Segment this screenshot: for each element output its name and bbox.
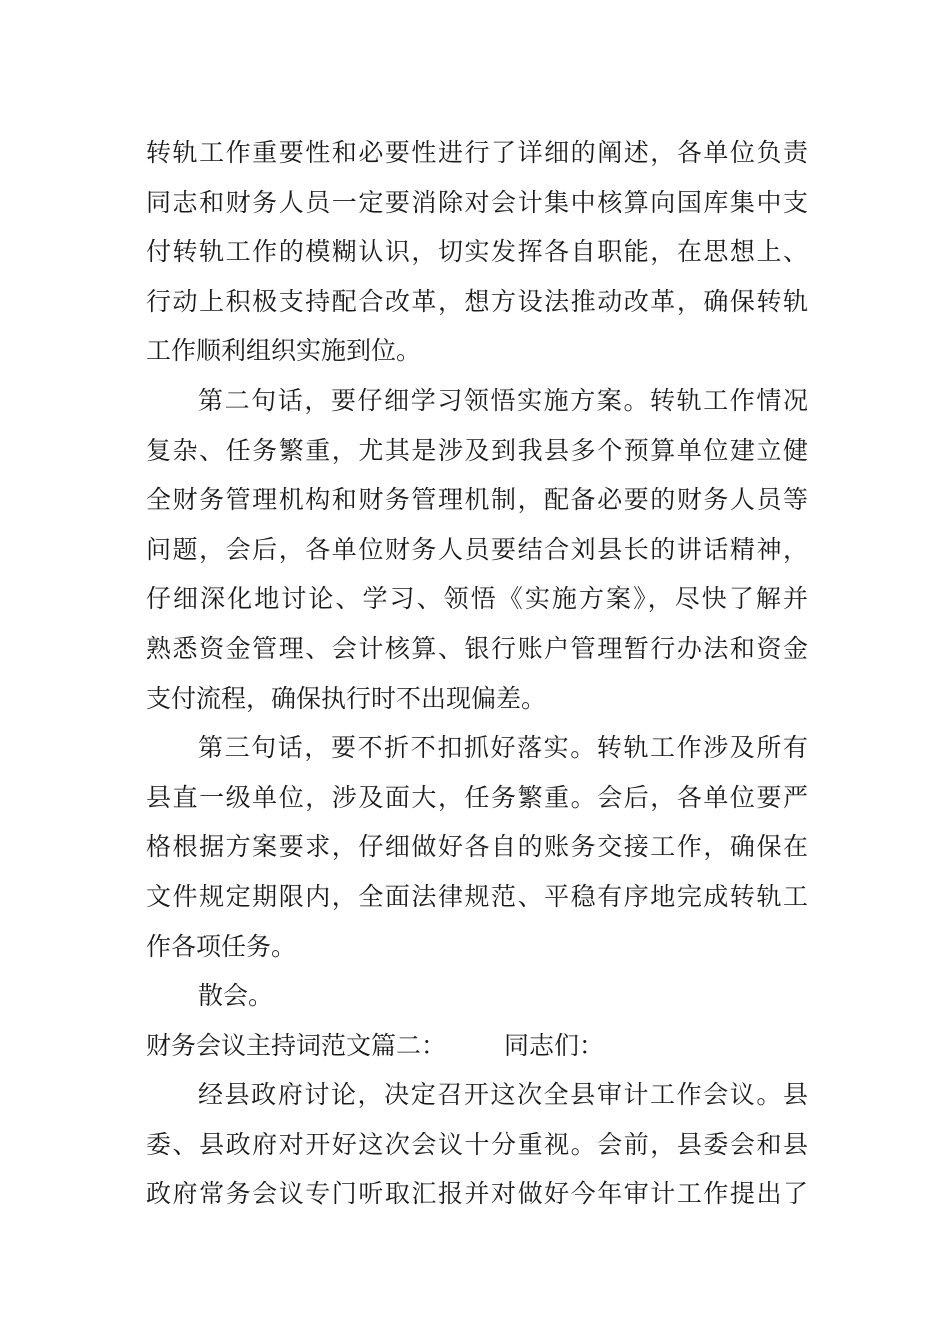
document-body bbox=[146, 128, 808, 1219]
text-line: 问题，会后，各单位财务人员要结合刘县长的讲话精神， bbox=[146, 534, 808, 564]
text-line: 行动上积极支持配合改革，想方设法推动改革，确保转轨 bbox=[146, 286, 808, 316]
text-line: 同志和财务人员一定要消除对会计集中核算向国库集中支 bbox=[146, 187, 808, 217]
text-line: 工作顺利组织实施到位。 bbox=[146, 336, 422, 366]
text-line: 全财务管理机构和财务管理机制，配备必要的财务人员等 bbox=[146, 485, 808, 515]
text-line: 第三句话，要不折不扣抓好落实。转轨工作涉及所有 bbox=[198, 733, 808, 763]
paragraph-adjourn bbox=[146, 971, 808, 1021]
paragraph-third-point bbox=[146, 723, 808, 971]
text-line: 复杂、任务繁重，尤其是涉及到我县多个预算单位建立健 bbox=[146, 435, 808, 465]
paragraph-second-point bbox=[146, 376, 808, 723]
section-title: 财务会议主持词范文篇二： bbox=[146, 1030, 447, 1060]
text-line: 委、县政府对开好这次会议十分重视。会前，县委会和县 bbox=[146, 1129, 808, 1159]
text-line: 熟悉资金管理、会计核算、银行账户管理暂行办法和资金 bbox=[146, 633, 808, 663]
text-line: 经县政府讨论，决定召开这次全县审计工作会议。县 bbox=[198, 1080, 808, 1110]
text-line: 第二句话，要仔细学习领悟实施方案。转轨工作情况 bbox=[198, 385, 808, 415]
section-heading bbox=[146, 1021, 808, 1071]
text-line: 作各项任务。 bbox=[146, 931, 297, 961]
text-line: 付转轨工作的模糊认识，切实发挥各自职能，在思想上、 bbox=[146, 237, 808, 267]
text-line: 县直一级单位，涉及面大，任务繁重。会后，各单位要严 bbox=[146, 782, 808, 812]
text-line: 文件规定期限内，全面法律规范、平稳有序地完成转轨工 bbox=[146, 881, 808, 911]
salutation: 同志们： bbox=[504, 1030, 605, 1060]
text-line: 转轨工作重要性和必要性进行了详细的阐述，各单位负责 bbox=[146, 138, 808, 167]
text-line: 格根据方案要求，仔细做好各自的账务交接工作，确保在 bbox=[146, 832, 808, 862]
text-line: 政府常务会议专门听取汇报并对做好今年审计工作提出了 bbox=[146, 1179, 808, 1209]
text-line: 支付流程，确保执行时不出现偏差。 bbox=[146, 683, 547, 713]
text-line: 散会。 bbox=[198, 981, 274, 1011]
text-line: 仔细深化地讨论、学习、领悟《实施方案》，尽快了解并 bbox=[146, 584, 808, 614]
paragraph-opening bbox=[146, 1070, 808, 1219]
paragraph-continuation bbox=[146, 128, 808, 376]
